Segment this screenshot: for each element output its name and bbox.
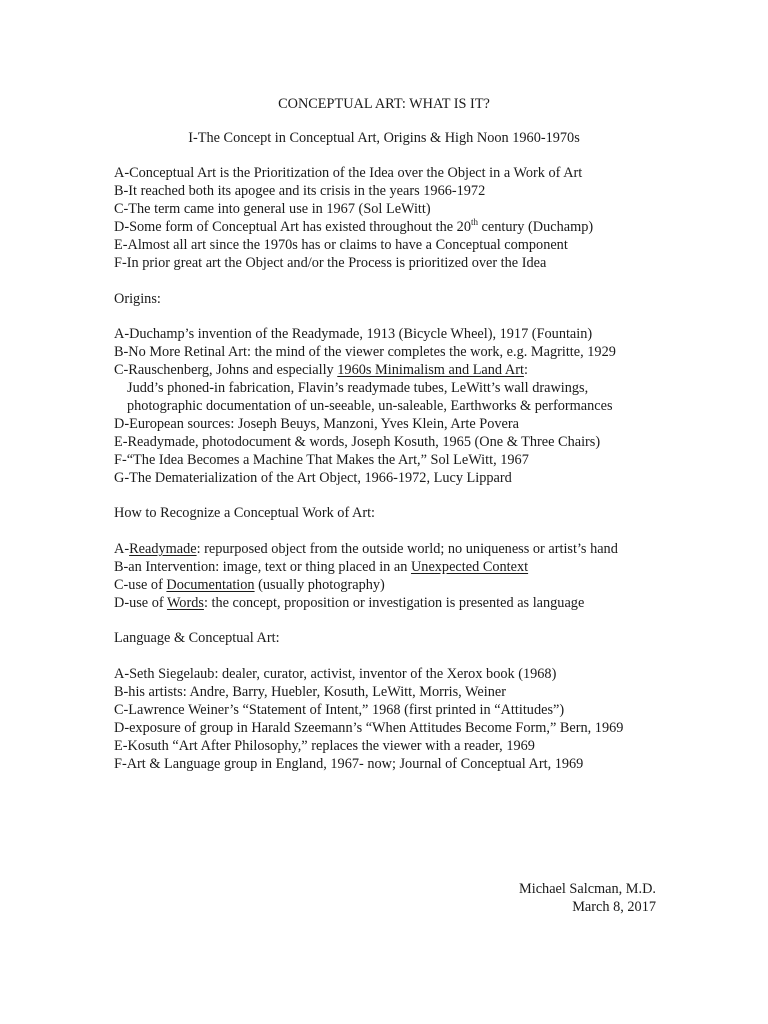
origins-item-f: F-“The Idea Becomes a Machine That Makes the Art,” Sol LeWitt, 1967: [114, 452, 529, 468]
concept-item-b: B-It reached both its apogee and its crisis in the years 1966-1972: [114, 183, 486, 199]
concept-item-d-superscript: th: [470, 217, 478, 227]
recognize-item-b: [114, 558, 528, 576]
recognize-item-c-term: Documentation: [166, 577, 255, 593]
language-item-c: C-Lawrence Weiner’s “Statement of Intent,” 1968 (first printed in “Attitudes”): [114, 702, 565, 718]
recognize-item-b-term: Unexpected Context: [410, 559, 529, 575]
language-item-a: A-Seth Siegelaub: dealer, curator, activist, inventor of the Xerox book (1968): [114, 666, 557, 682]
concept-item-e: E-Almost all art since the 1970s has or claims to have a Conceptual component: [114, 237, 568, 253]
origins-item-b: B-No More Retinal Art: the mind of the viewer completes the work, e.g. Magritte, 1929: [114, 344, 616, 360]
document-title: CONCEPTUAL ART: WHAT IS IT?: [278, 96, 490, 112]
language-item-d: D-exposure of group in Harald Szeemann’s “When Attitudes Become Form,” Bern, 1969: [114, 720, 624, 736]
recognize-item-d-rest: : the concept, proposition or investigation is presented as language: [203, 595, 585, 611]
recognize-item-b-prefix: B-an Intervention: image, text or thing placed in an: [114, 559, 411, 575]
signature-date: March 8, 2017: [572, 899, 656, 915]
origins-item-c-continuation-1: Judd’s phoned-in fabrication, Flavin’s readymade tubes, LeWitt’s wall drawings,: [127, 380, 589, 396]
origins-item-d: D-European sources: Joseph Beuys, Manzoni, Yves Klein, Arte Povera: [114, 416, 520, 432]
recognize-item-c: [114, 576, 385, 594]
concept-item-d-rest: century (Duchamp): [477, 219, 594, 235]
origins-item-c-colon: :: [523, 362, 528, 378]
origins-item-a: A-Duchamp’s invention of the Readymade, 1913 (Bicycle Wheel), 1917 (Fountain): [114, 326, 593, 342]
language-item-e: E-Kosuth “Art After Philosophy,” replaces the viewer with a reader, 1969: [114, 738, 535, 754]
section-heading-language: Language & Conceptual Art:: [114, 630, 280, 646]
concept-item-f: F-In prior great art the Object and/or the Process is prioritized over the Idea: [114, 255, 547, 271]
origins-item-g: G-The Dematerialization of the Art Object, 1966-1972, Lucy Lippard: [114, 470, 512, 486]
language-item-f: F-Art & Language group in England, 1967- now; Journal of Conceptual Art, 1969: [114, 756, 584, 772]
recognize-item-d: [114, 594, 584, 612]
section-heading-recognize: How to Recognize a Conceptual Work of Art:: [114, 505, 376, 521]
concept-item-d-text: D-Some form of Conceptual Art has existed throughout the 20: [114, 219, 471, 235]
recognize-item-a-rest: : repurposed object from the outside world; no uniqueness or artist’s hand: [196, 541, 618, 557]
recognize-item-a-term: Readymade: [129, 541, 197, 557]
origins-item-c-text: C-Rauschenberg, Johns and especially: [114, 362, 338, 378]
recognize-item-a-prefix: A-: [114, 541, 130, 557]
origins-item-c-underlined: 1960s Minimalism and Land Art: [337, 362, 524, 378]
origins-item-c: [114, 361, 528, 379]
concept-item-a: A-Conceptual Art is the Prioritization of the Idea over the Object in a Work of Art: [114, 165, 583, 181]
signature-author: Michael Salcman, M.D.: [519, 881, 656, 897]
origins-item-e: E-Readymade, photodocument & words, Joseph Kosuth, 1965 (One & Three Chairs): [114, 434, 601, 450]
concept-item-d: [114, 218, 593, 236]
recognize-item-d-prefix: D-use of: [114, 595, 167, 611]
concept-item-c: C-The term came into general use in 1967 (Sol LeWitt): [114, 201, 431, 217]
recognize-item-a: [114, 540, 618, 558]
recognize-item-c-rest: (usually photography): [254, 577, 385, 593]
language-item-b: B-his artists: Andre, Barry, Huebler, Kosuth, LeWitt, Morris, Weiner: [114, 684, 506, 700]
origins-item-c-continuation-2: photographic documentation of un-seeable, un-saleable, Earthworks & performances: [127, 398, 613, 414]
recognize-item-d-term: Words: [166, 595, 204, 611]
section-heading-origins: Origins:: [114, 291, 161, 307]
recognize-item-c-prefix: C-use of: [114, 577, 167, 593]
section-heading-concept: I-The Concept in Conceptual Art, Origins & High Noon 1960-1970s: [188, 130, 580, 146]
